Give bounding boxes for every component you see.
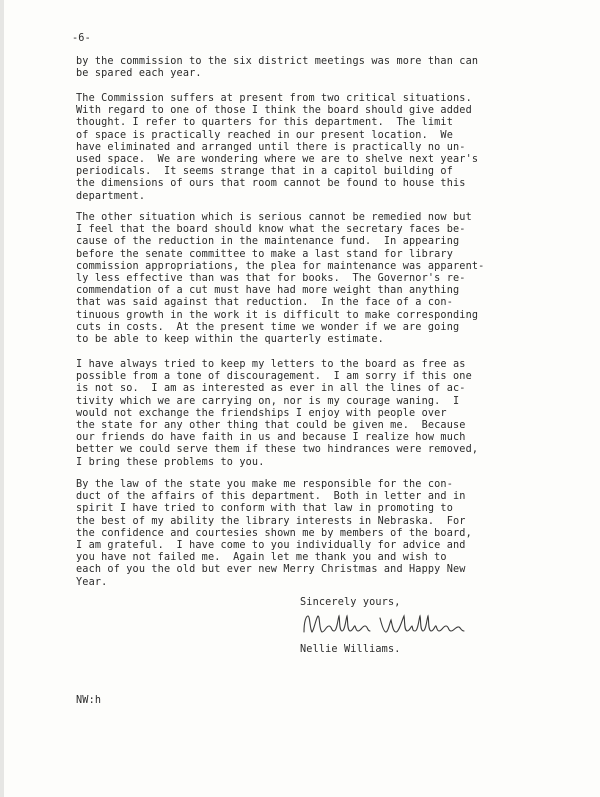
reference-initials: NW:h [76,695,102,706]
text-line: by the commission to the six district meetings was more than can [76,56,479,67]
text-line: tivity which we are carrying on, nor is my courage waning. I [76,395,460,407]
text-line: you have not failed me. Again let me thank you and wish to [76,552,447,564]
text-line: commendation of a cut must have had more weight than anything [76,285,460,297]
text-line: With regard to one of those I think the board should give added [76,105,472,117]
text-line: the confidence and courtesies shown me by members of the board, [76,527,472,539]
text-line: The other situation which is serious cannot be remedied now but [76,212,472,223]
text-line: of space is practically reached in our present location. We [76,129,454,141]
paragraph-maintenance [76,212,566,346]
typed-name: Nellie Williams. [300,644,401,655]
text-line: possible from a tone of discouragement. I am sorry if this one [76,371,472,383]
text-line: I bring these problems to you. [76,456,265,468]
text-line: that was said against that reduction. In the face of a con- [76,297,454,309]
text-line: before the senate committee to make a last stand for library [76,248,454,260]
text-line: better we could serve them if these two hindrances were removed, [76,444,479,456]
text-line: periodicals. It seems strange that in a capitol building of [76,166,454,178]
text-line: the dimensions of ours that room cannot be found to house this [76,178,466,190]
text-line: Year. [76,576,108,588]
text-line: duct of the affairs of this department. Both in letter and in [76,491,466,503]
text-line: be spared each year. [76,68,202,80]
text-line: ly less effective than was that for books. The Governor's re- [76,272,466,284]
handwritten-signature [298,612,468,638]
paragraph-continuation [76,56,566,80]
text-line: spirit I have tried to conform with that law in promoting to [76,503,454,515]
text-line: The Commission suffers at present from two critical situations. [76,93,472,104]
text-line: our friends do have faith in us and because I realize how much [76,432,466,444]
paragraph-quarters [76,93,566,203]
text-line: cause of the reduction in the maintenance fund. In appearing [76,236,460,248]
text-line: to be able to keep within the quarterly estimate. [76,333,384,345]
text-line: the best of my ability the library interests in Nebraska. For [76,515,466,527]
text-line: commission appropriations, the plea for maintenance was apparent- [76,260,485,272]
paragraph-closing-remarks [76,479,566,589]
text-line: tinuous growth in the work it is difficult to make corresponding [76,309,479,321]
text-line: have eliminated and arranged until there is practically no un- [76,141,466,153]
text-line: is not so. I am as interested as ever in all the lines of ac- [76,383,466,395]
text-line: the state for any other thing that could be given me. Because [76,419,466,431]
text-line: I feel that the board should know what the secretary faces be- [76,224,466,236]
closing-salutation: Sincerely yours, [300,597,401,608]
text-line: department. [76,190,146,202]
text-line: each of you the old but ever new Merry Christmas and Happy New [76,564,466,576]
text-line: I am grateful. I have come to you individually for advice and [76,539,466,551]
page-number: -6- [72,33,91,44]
text-line: thought. I refer to quarters for this department. The limit [76,117,454,129]
text-line: cuts in costs. At the present time we wonder if we are going [76,321,460,333]
text-line: I have always tried to keep my letters to the board as free as [76,359,466,370]
paragraph-discouragement [76,359,566,469]
text-line: would not exchange the friendships I enjoy with people over [76,407,447,419]
text-line: used space. We are wondering where we are to shelve next year's [76,153,479,165]
text-line: By the law of the state you make me responsible for the con- [76,479,454,490]
